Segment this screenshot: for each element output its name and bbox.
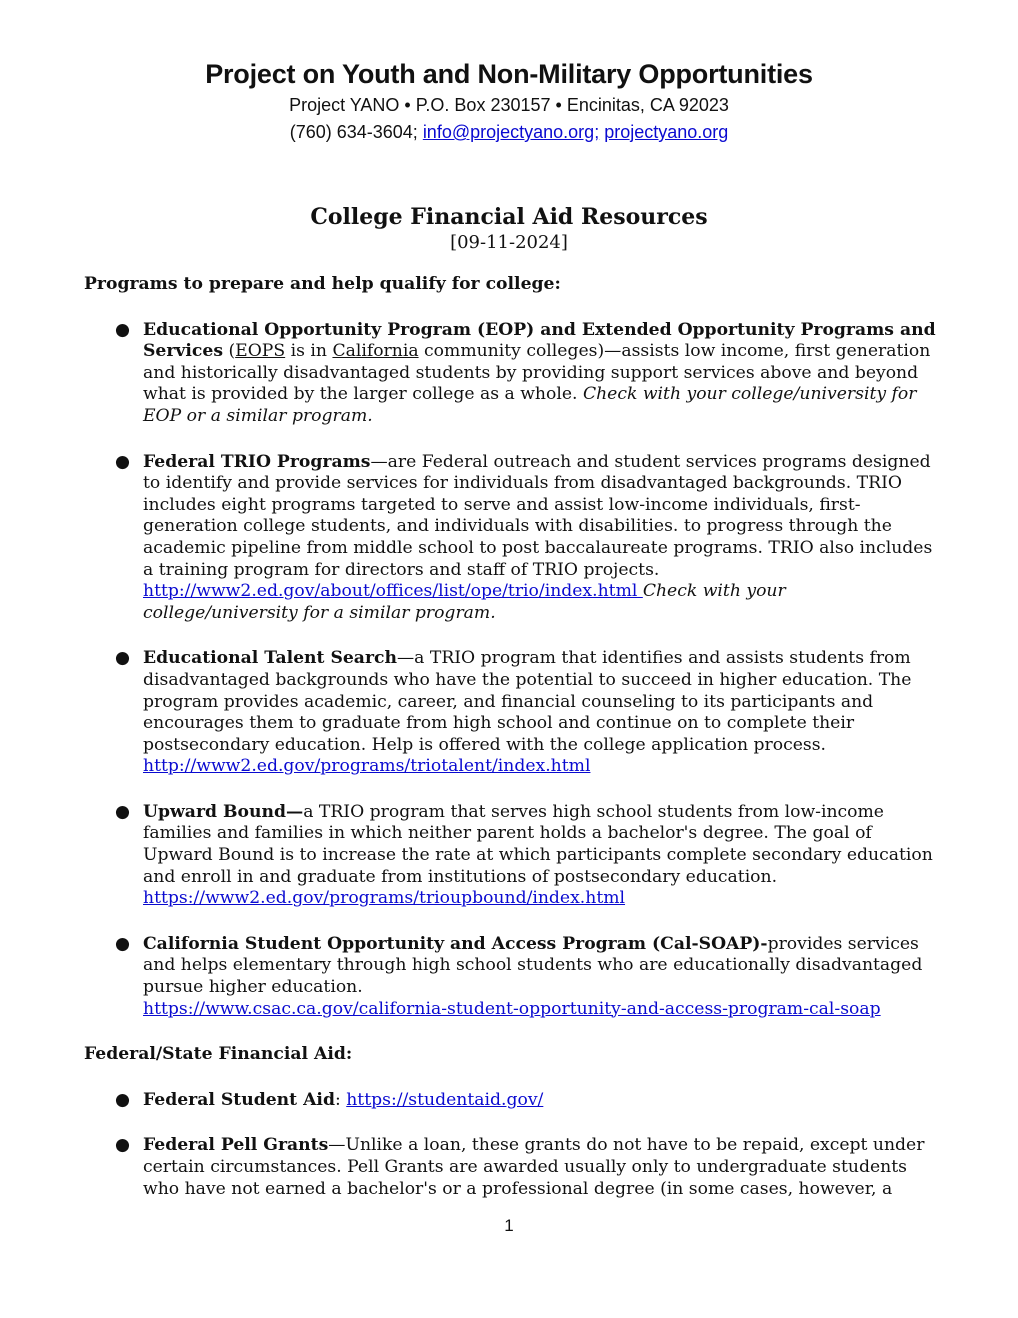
bullet-icon: ●: [115, 1089, 130, 1110]
california-term: California: [332, 341, 419, 362]
item-title: Federal Pell Grants: [143, 1135, 329, 1156]
item-title: California Student Opportunity and Access Program (Cal-SOAP)-: [143, 933, 768, 954]
document-body: [84, 274, 944, 1200]
item-title: Educational Talent Search: [143, 648, 397, 669]
item-description: —Unlike a loan, these grants do not have to be repaid, except under certain circumstances. Pell Grants are awarded usually only to undergraduate students who have not earned a bachelor's or a professional degree (in some cases, however, a: [143, 1135, 925, 1199]
bullet-icon: ●: [115, 933, 130, 954]
organization-name: Project on Youth and Non-Military Opportunities: [205, 59, 813, 89]
trio-link[interactable]: http://www2.ed.gov/about/offices/list/ope/trio/index.html: [143, 581, 643, 602]
item-title: Educational Opportunity Program (EOP) and Extended Opportunity Programs and Services: [143, 319, 936, 362]
document-title-block: [0, 202, 1018, 254]
organization-address: Project YANO • P.O. Box 230157 • Encinitas, CA 92023: [289, 95, 729, 115]
letterhead: [0, 56, 1018, 146]
studentaid-link[interactable]: https://studentaid.gov/: [346, 1089, 544, 1110]
item-description: —are Federal outreach and student services programs designed to identify and provide services for individuals from disadvantaged backgrounds. TRIO includes eight programs targeted to serve and assist low-income individuals, first-generation college students, and individuals with disabilities. to progress through the academic pipeline from middle school to post baccalaureate programs. TRIO also includes a training program for directors and staff of TRIO projects.: [143, 451, 933, 580]
list-item-federal-student-aid: [115, 1089, 944, 1112]
email-link[interactable]: info@projectyano.org: [422, 122, 595, 142]
list-item-pell-grants: [115, 1135, 944, 1200]
list-item-upward-bound: [115, 801, 944, 910]
list-item-eop: [115, 319, 944, 428]
item-text: is in: [285, 341, 333, 362]
bullet-icon: ●: [115, 451, 130, 472]
item-title: Federal TRIO Programs: [143, 451, 371, 472]
contact-separator: ;: [594, 122, 600, 142]
organization-contact: [0, 119, 1018, 146]
section-heading-financial-aid: Federal/State Financial Aid:: [84, 1044, 353, 1065]
page-number: 1: [504, 1216, 514, 1235]
list-item-talent-search: [115, 648, 944, 778]
bullet-icon: ●: [115, 319, 130, 340]
list-item-trio: [115, 451, 944, 625]
item-note: Check with your college/university for a similar program.: [143, 581, 786, 623]
list-item-cal-soap: [115, 933, 944, 1020]
item-title: Upward Bound—: [143, 801, 304, 822]
item-text: (: [223, 341, 236, 362]
document-date: [09-11-2024]: [450, 232, 568, 253]
section-heading-prepare: Programs to prepare and help qualify for college:: [84, 274, 561, 294]
item-description: provides services and helps elementary through high school students who are educationally disadvantaged pursue higher education.: [143, 933, 923, 998]
bullet-icon: ●: [115, 801, 130, 822]
talent-search-link[interactable]: http://www2.ed.gov/programs/triotalent/index.html: [143, 756, 591, 777]
phone-number: (760) 634-3604;: [289, 122, 418, 142]
eops-term: EOPS: [235, 341, 286, 362]
website-link[interactable]: projectyano.org: [604, 122, 729, 142]
item-separator: :: [334, 1089, 347, 1110]
document-title: College Financial Aid Resources: [310, 204, 708, 230]
bullet-icon: ●: [115, 1135, 130, 1156]
item-title: Federal Student Aid: [143, 1089, 335, 1110]
item-description: —a TRIO program that identifies and assists students from disadvantaged backgrounds who have the potential to succeed in higher education. The program provides academic, career, and financial counseling to its participants and encourages them to graduate from high school and continue on to complete their postsecondary education. Help is offered with the college application process.: [143, 648, 912, 755]
bullet-icon: ●: [115, 648, 130, 669]
item-description: a TRIO program that serves high school students from low-income families and families in which neither parent holds a bachelor's degree. The goal of Upward Bound is to increase the rate at which participants complete secondary education and enroll in and graduate from institutions of postsecondary education.: [143, 801, 933, 887]
cal-soap-link[interactable]: https://www.csac.ca.gov/california-student-opportunity-and-access-program-cal-soap: [143, 998, 881, 1019]
upward-bound-link[interactable]: https://www2.ed.gov/programs/trioupbound/index.html: [143, 888, 626, 909]
item-description: community colleges)—assists low income, first generation and historically disadvantaged students by providing support services above and beyond what is provided by the larger college as a whole.: [143, 341, 931, 405]
item-note: Check with your college/university for EOP or a similar program.: [143, 384, 917, 426]
